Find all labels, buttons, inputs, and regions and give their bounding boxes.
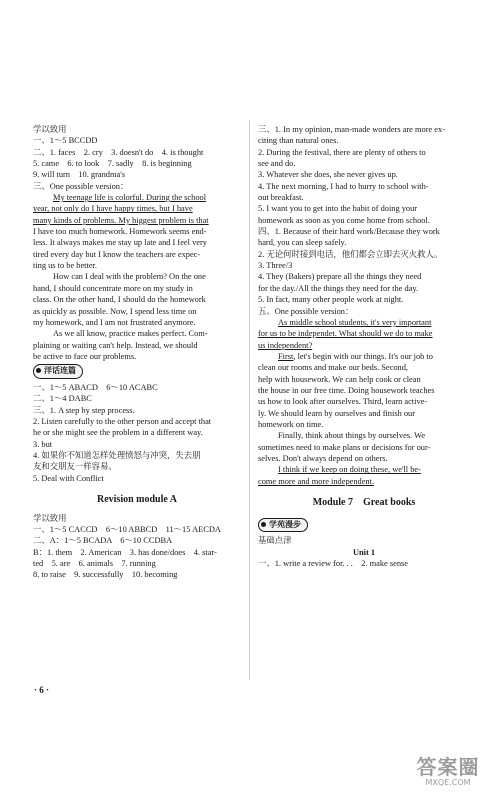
answer-line [33, 513, 241, 524]
line-rest: , let's begin with our things. It's our job to [293, 351, 433, 361]
answer-text: us independent? [258, 340, 313, 350]
answer-text: 学以致用 [33, 513, 67, 523]
answer-text: As middle school students, it's very important [278, 317, 432, 327]
answer-text: 4. They (Bakers) prepare all the things they need [258, 272, 422, 282]
answer-line [33, 351, 241, 362]
answer-text: Finally, think about things by ourselves. We [278, 431, 426, 441]
answer-line [33, 382, 241, 393]
page-number: · 6 · [34, 685, 50, 695]
answer-text: B：1. them 2. American 3. has done/does 4. star- [33, 547, 217, 557]
answer-line [33, 215, 241, 226]
answer-text: 4. The next morning, I had to hurry to school with- [258, 181, 429, 191]
answer-line [33, 405, 241, 416]
answer-text: be active to face our problems. [33, 351, 137, 361]
answer-line [258, 340, 470, 351]
answer-line [33, 169, 241, 180]
answer-text: 三、One possible version： [33, 181, 129, 191]
answer-line [33, 524, 241, 535]
answer-line [258, 158, 470, 169]
answer-line [258, 408, 470, 419]
answer-line [33, 283, 241, 294]
answer-line [258, 260, 470, 271]
answer-text: class. On the other hand, I should do the homework [33, 295, 206, 305]
right-column [258, 124, 470, 569]
answer-text: clean our rooms and make our beds. Second, [258, 363, 409, 373]
answer-line [33, 393, 241, 404]
answer-text: 4. 如果你不知道怎样处理愤怒与冲突，失去朋 [33, 451, 201, 461]
answer-text: the house in our free time. Doing housework teaches [258, 385, 435, 395]
answer-text: ly. We should learn by ourselves and finish our [258, 408, 416, 418]
answer-line [33, 439, 241, 450]
answer-line [258, 362, 470, 373]
answer-line [33, 192, 241, 203]
answer-text: for the day./All the things they need for the day. [258, 283, 419, 293]
section-badge: 学苑漫步 [258, 518, 308, 533]
answer-line [33, 427, 241, 438]
answer-text: see and do. [258, 159, 296, 169]
answer-line [258, 192, 470, 203]
answer-text: 5. In fact, many other people work at night. [258, 295, 404, 305]
answer-line [33, 237, 241, 248]
answer-line [258, 374, 470, 385]
answer-line [258, 135, 470, 146]
answer-text: 3. Whatever she does, she never gives up. [258, 170, 398, 180]
answer-text: selves. Don't always depend on others. [258, 453, 388, 463]
underlined-word: First [278, 351, 294, 361]
answer-line [258, 124, 470, 135]
answer-text: out breakfast. [258, 193, 304, 203]
answer-text: 2. Listen carefully to the other person and accept that [33, 417, 212, 427]
logo-sub: MXQE.COM [425, 778, 471, 787]
answer-text: ted 5. are 6. animals 7. running [33, 558, 156, 568]
answer-line [33, 317, 241, 328]
answer-text: 学以致用 [33, 125, 67, 134]
answer-line [33, 450, 241, 461]
answer-line [258, 453, 470, 464]
answer-line [33, 271, 241, 282]
answer-line [33, 203, 241, 214]
answer-text: year, not only do I have happy times, but I have [33, 204, 193, 214]
answer-text: 2. During the festival, there are plenty of others to [258, 147, 426, 157]
answer-text: 8. to raise 9. successfully 10. becoming [33, 570, 178, 580]
answer-text: My teenage life is colorful. During the school [53, 193, 207, 203]
spacer [258, 487, 470, 492]
answer-text: us how to look after ourselves. Third, learn active- [258, 397, 428, 407]
answer-line [258, 226, 470, 237]
answer-line [258, 351, 470, 362]
answer-text: my homework, and I am not frustrated anymore. [33, 317, 196, 327]
section-badge: 洋话连篇 [33, 364, 83, 379]
answer-line [33, 260, 241, 271]
answer-text: plaining or waiting can't help. Instead, we should [33, 340, 198, 350]
answer-text: 三、1. A step by step process. [33, 405, 135, 415]
answer-text: for us to be independet. What should we do to make [258, 329, 433, 339]
answer-text: 友和交朋友一样容易。 [33, 462, 117, 472]
answer-line [33, 340, 241, 351]
answer-line [258, 283, 470, 294]
answer-line [258, 203, 470, 214]
answer-line [258, 558, 470, 569]
answer-text: 9. will turn 10. grandma's [33, 170, 125, 180]
section-heading: Module 7 Great books [312, 497, 416, 508]
column-divider [249, 120, 250, 680]
answer-text: 一、1～5 CACCD 6～10 ABBCD 11～15 AECDA [33, 524, 221, 534]
section-heading: Revision module A [96, 494, 177, 506]
answer-line [258, 306, 470, 317]
answer-line [33, 461, 241, 472]
answer-text: 基础点津 [258, 536, 292, 546]
answer-text: many kinds of problems. My biggest problem is that [33, 215, 209, 225]
answer-line [33, 158, 241, 169]
answer-line [33, 181, 241, 192]
answer-text: help with housework. We can help cook or clean [258, 374, 421, 384]
answer-line [258, 181, 470, 192]
answer-line [258, 317, 470, 328]
answer-text: come more and more independent. [258, 476, 375, 486]
answer-text: tired every day but I know the teachers are expec- [33, 249, 201, 259]
answer-line [33, 535, 241, 546]
logo-main: 答案圈 [416, 755, 480, 779]
answer-text: 三、1. In my opinion, man-made wonders are more ex- [258, 125, 445, 134]
answer-text: How can I deal with the problem? On the one [53, 272, 206, 282]
left-column [33, 124, 241, 581]
answer-text: I think if we keep on doing these, we'll be- [278, 465, 421, 475]
answer-text: less. It always makes me stay up late and I feel very [33, 238, 207, 248]
answer-line [258, 385, 470, 396]
answer-text: ting us to be better. [33, 261, 97, 271]
answer-line [33, 124, 241, 135]
answer-text: as quickly as possible. Now, I spend less time on [33, 306, 197, 316]
answer-line [33, 328, 241, 339]
answer-text: homework as soon as you come home from school. [258, 215, 430, 225]
answer-line [258, 215, 470, 226]
answer-text: homework on time. [258, 419, 324, 429]
answer-text: 五、One possible version： [258, 306, 354, 316]
answer-line [258, 294, 470, 305]
answer-line [33, 569, 241, 580]
answer-text: 四、1. Because of their hard work/Because they work [258, 227, 440, 237]
answer-text: hand, I should concentrate more on my study in [33, 283, 193, 293]
answer-line [258, 328, 470, 339]
answer-text: 2. 无论何时接到电话，他们都会立即去灭火救人。 [258, 249, 443, 259]
answer-text: 5. Deal with Conflict [33, 473, 104, 483]
answer-line [33, 294, 241, 305]
answer-line [33, 416, 241, 427]
answer-line [258, 237, 470, 248]
answer-line [33, 249, 241, 260]
answer-text: 5. I want you to get into the habit of doing your [258, 204, 418, 214]
answer-text: sometimes need to make plans or decisions for our- [258, 442, 431, 452]
answer-text: citing than natural ones. [258, 136, 339, 146]
answer-line [258, 476, 470, 487]
section-badge-row [33, 362, 241, 382]
answer-text: 二、1. faces 2. cry 3. doesn't do 4. is thought [33, 147, 204, 157]
answer-line [258, 169, 470, 180]
answer-text: 3. Three/3 [258, 261, 293, 271]
answer-line [258, 147, 470, 158]
answer-line [258, 430, 470, 441]
answer-text: 一、1～5 BCCDD [33, 136, 98, 146]
answer-text: As we all know, practice makes perfect. Com- [53, 329, 208, 339]
unit-heading: Unit 1 [352, 547, 376, 557]
answer-line [258, 442, 470, 453]
answer-text: 二、1～4 DABC [33, 394, 92, 404]
answer-line [258, 249, 470, 260]
answer-line [258, 271, 470, 282]
spacer [33, 484, 241, 489]
section-badge-row [258, 516, 470, 536]
logo [408, 756, 488, 794]
answer-line [33, 147, 241, 158]
answer-line [33, 135, 241, 146]
answer-line [33, 547, 241, 558]
answer-text: I have too much homework. Homework seems end- [33, 227, 207, 237]
answer-line [33, 226, 241, 237]
answer-text: hard, you can sleep safely. [258, 238, 347, 248]
answer-line [258, 396, 470, 407]
answer-line [258, 535, 470, 546]
answer-text: 5. came 6. to look 7. sadly 8. is beginning [33, 159, 192, 169]
answer-line [258, 419, 470, 430]
answer-text: he or she might see the problem in a different way. [33, 428, 203, 438]
answer-text: 一、1～5 ABACD 6～10 ACABC [33, 383, 158, 393]
answer-line [33, 306, 241, 317]
answer-line [33, 473, 241, 484]
answer-line [258, 464, 470, 475]
answer-line [33, 558, 241, 569]
answer-text: 二、A：1～5 BCADA 6～10 CCDBA [33, 536, 173, 546]
answer-text: 一、1. write a review for. . . 2. make sense [258, 558, 409, 568]
answer-text: 3. but [33, 439, 53, 449]
